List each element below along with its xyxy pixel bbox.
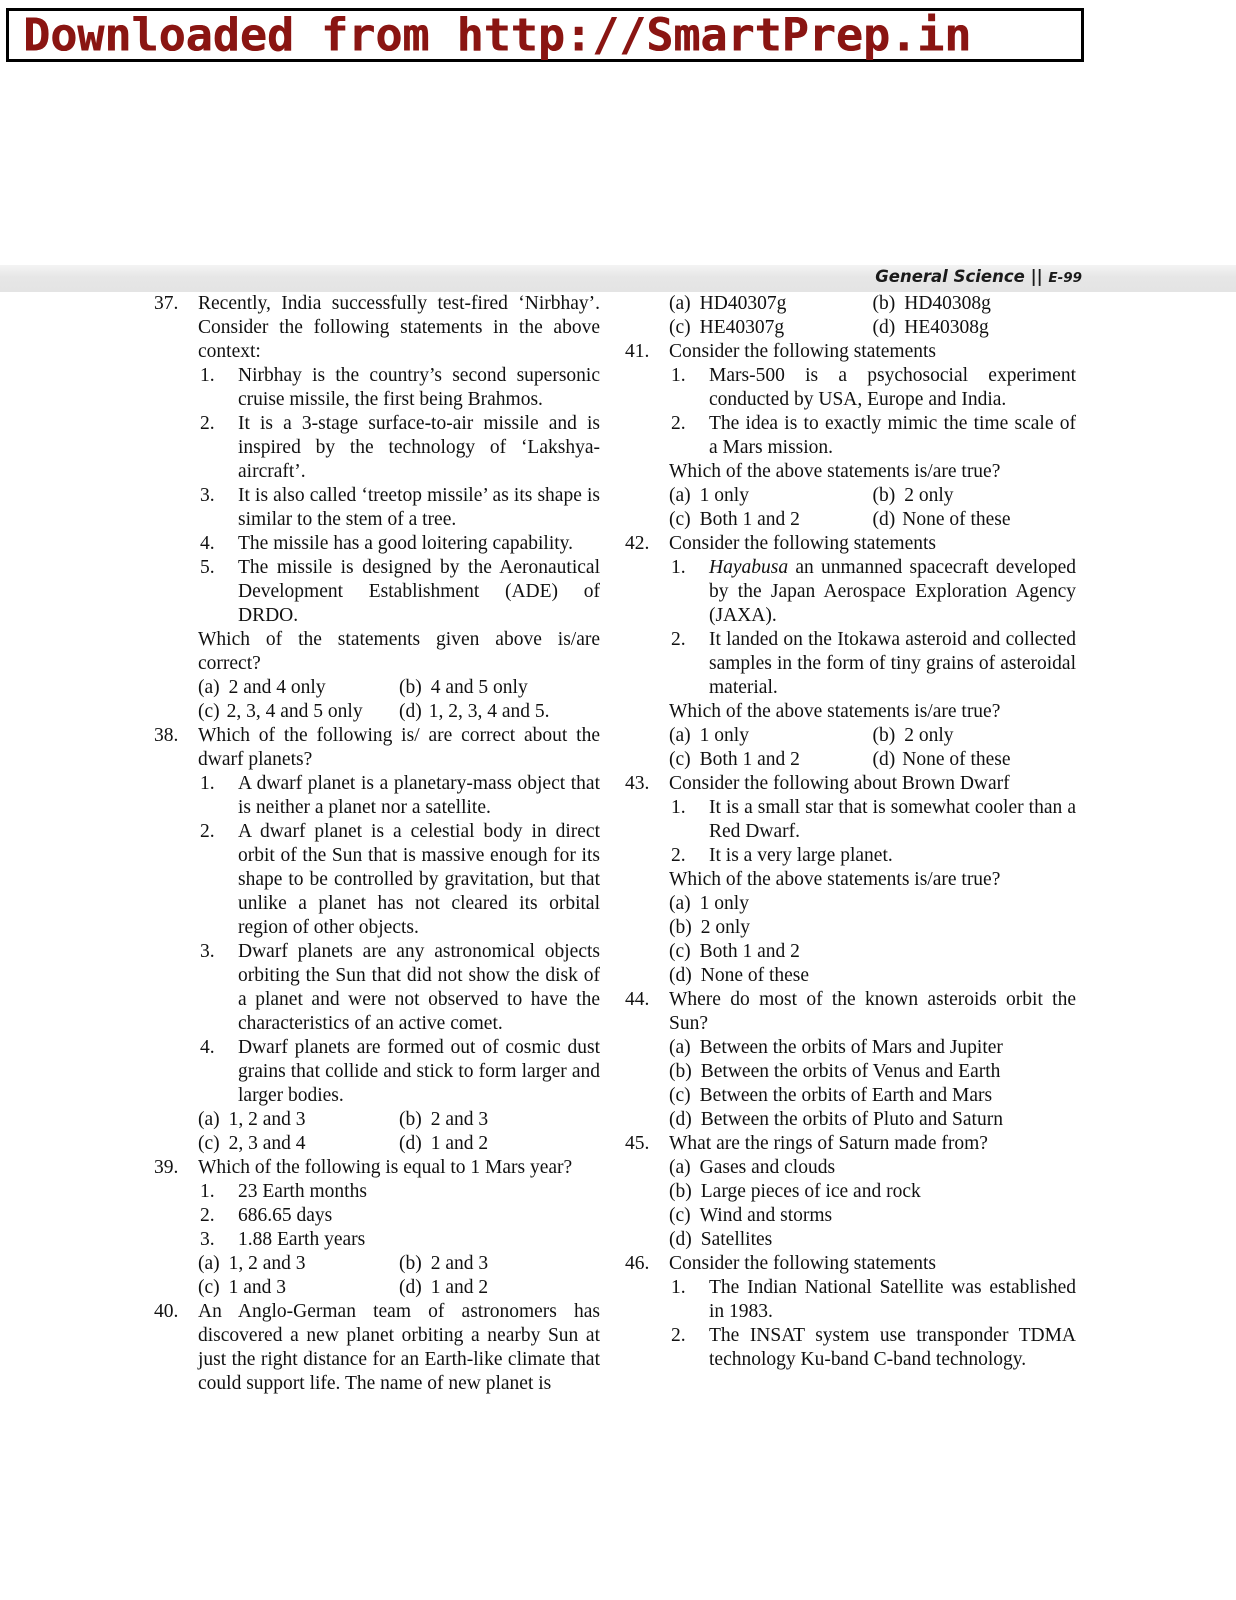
option-label: (d)	[669, 1229, 692, 1250]
statement-number: 1.	[200, 1181, 215, 1202]
question-block	[152, 1300, 600, 1396]
right-column	[618, 292, 1236, 1396]
statement-text: Mars-500 is a psychosocial experiment conducted by USA, Europe and India.	[709, 365, 1076, 410]
question-lead-out: Which of the above statements is/are true?	[669, 461, 1001, 482]
question-lead-out: Which of the above statements is/are true?	[669, 869, 1001, 890]
option-item[interactable]	[669, 724, 873, 748]
statement-text: Dwarf planets are formed out of cosmic dust grains that collide and stick to form larger and larger bodies.	[238, 1037, 600, 1106]
option-item[interactable]	[198, 1252, 399, 1276]
option-item[interactable]	[669, 1156, 1076, 1180]
question-body	[198, 292, 600, 724]
question-body	[669, 292, 1076, 340]
question-body	[669, 340, 1076, 532]
statement-number: 2.	[671, 629, 686, 650]
statement-item	[198, 412, 600, 484]
option-list	[669, 1156, 1076, 1252]
statement-text: It is also called ‘treetop missile’ as its shape is similar to the stem of a tree.	[238, 485, 600, 530]
option-item[interactable]	[399, 676, 600, 700]
statement-number: 3.	[200, 1229, 215, 1250]
option-label: (b)	[872, 725, 896, 746]
question-block	[152, 292, 600, 724]
statement-item	[198, 484, 600, 532]
statement-text: It is a 3-stage surface-to-air missile and is inspired by the technology of ‘Lakshya-aircraft’.	[238, 413, 600, 482]
option-label: (d)	[399, 1277, 422, 1298]
statement-number: 1.	[671, 365, 686, 386]
option-item[interactable]	[198, 700, 399, 724]
option-text: 1 only	[699, 485, 749, 506]
statement-number: 4.	[200, 533, 215, 554]
option-text: 2 and 3	[430, 1109, 489, 1130]
option-text: 2 only	[700, 917, 751, 938]
option-list	[198, 676, 600, 724]
question-number: 45.	[625, 1133, 650, 1154]
statement-item	[669, 412, 1076, 460]
statement-text: Nirbhay is the country’s second supersonic cruise missile, the first being Brahmos.	[238, 365, 600, 410]
statement-text: 1.88 Earth years	[238, 1229, 366, 1250]
option-text: 1 and 3	[228, 1277, 287, 1298]
statement-italic-term: Hayabusa	[709, 557, 789, 578]
statement-number: 2.	[671, 413, 686, 434]
option-item[interactable]	[669, 1036, 1076, 1060]
question-number: 41.	[625, 341, 650, 362]
option-label: (b)	[399, 677, 422, 698]
question-text: Consider the following statements	[669, 533, 937, 554]
statement-item	[669, 796, 1076, 844]
statement-item	[669, 1276, 1076, 1324]
option-text: HD40308g	[904, 293, 991, 314]
statement-item	[669, 844, 1076, 868]
statement-item	[198, 532, 600, 556]
option-label: (d)	[872, 749, 896, 770]
question-number: 43.	[625, 773, 650, 794]
question-block	[623, 1132, 1076, 1252]
option-list	[669, 892, 1076, 988]
option-label: (b)	[872, 485, 896, 506]
question-block	[623, 292, 1076, 340]
option-item[interactable]	[399, 1252, 600, 1276]
statement-number: 4.	[200, 1037, 215, 1058]
question-number: 39.	[154, 1157, 179, 1178]
statement-text: A dwarf planet is a planetary-mass object that is neither a planet nor a satellite.	[238, 773, 600, 818]
statement-item	[669, 628, 1076, 700]
option-label: (a)	[669, 485, 691, 506]
option-item[interactable]	[669, 1060, 1076, 1084]
statement-item	[198, 1228, 600, 1252]
option-text: 1, 2 and 3	[228, 1253, 306, 1274]
option-text: 2 only	[904, 725, 954, 746]
option-text: 1 only	[699, 893, 749, 914]
option-label: (c)	[198, 1277, 220, 1298]
option-text: None of these	[902, 749, 1011, 770]
option-label: (b)	[872, 293, 896, 314]
statement-number: 2.	[671, 845, 686, 866]
option-item[interactable]	[873, 316, 1077, 340]
question-block	[623, 772, 1076, 988]
question-number: 40.	[154, 1301, 179, 1322]
question-block	[152, 724, 600, 1156]
question-number: 44.	[625, 989, 650, 1010]
statement-item	[669, 364, 1076, 412]
option-text: HE40307g	[699, 317, 785, 338]
option-list	[198, 1108, 600, 1156]
option-text: Wind and storms	[699, 1205, 833, 1226]
option-item[interactable]	[669, 964, 1076, 988]
option-label: (a)	[669, 725, 691, 746]
statement-item	[669, 556, 1076, 628]
option-label: (b)	[399, 1253, 422, 1274]
question-number: 37.	[154, 293, 179, 314]
statement-text: It is a very large planet.	[709, 845, 893, 866]
option-label: (a)	[669, 293, 691, 314]
option-item[interactable]	[669, 916, 1076, 940]
option-item[interactable]	[669, 484, 873, 508]
header-separator: ||	[1030, 267, 1043, 286]
statement-number: 2.	[671, 1325, 686, 1346]
question-text: Consider the following about Brown Dwarf	[669, 773, 1010, 794]
statement-item	[198, 820, 600, 940]
option-item[interactable]	[873, 508, 1077, 532]
option-label: (a)	[198, 677, 220, 698]
option-text: Gases and clouds	[699, 1157, 836, 1178]
option-text: Both 1 and 2	[699, 509, 800, 530]
option-label: (d)	[872, 317, 896, 338]
question-lead-out: Which of the statements given above is/are correct?	[198, 629, 600, 674]
option-label: (c)	[669, 1205, 691, 1226]
question-block	[623, 340, 1076, 532]
option-text: HD40307g	[699, 293, 787, 314]
statement-number: 2.	[200, 413, 215, 434]
option-text: 1 and 2	[430, 1133, 489, 1154]
question-text: What are the rings of Saturn made from?	[669, 1133, 988, 1154]
option-text: 2 and 4 only	[228, 677, 326, 698]
option-label: (b)	[399, 1109, 422, 1130]
page-header-title	[875, 267, 1082, 286]
option-text: 1, 2 and 3	[228, 1109, 306, 1130]
statement-number: 1.	[671, 557, 686, 578]
statement-item	[669, 1324, 1076, 1372]
option-item[interactable]	[669, 508, 873, 532]
question-block	[623, 988, 1076, 1132]
option-list	[669, 484, 1076, 532]
statement-text: It landed on the Itokawa asteroid and collected samples in the form of tiny grains of asteroidal material.	[709, 629, 1076, 698]
option-item[interactable]	[873, 484, 1077, 508]
statement-item	[198, 1204, 600, 1228]
statement-number: 3.	[200, 941, 215, 962]
statement-item	[198, 940, 600, 1036]
option-label: (a)	[669, 1037, 691, 1058]
statement-text: The Indian National Satellite was established in 1983.	[709, 1277, 1076, 1322]
option-label: (c)	[669, 1085, 691, 1106]
question-body	[198, 1300, 600, 1396]
option-label: (a)	[198, 1253, 220, 1274]
question-body	[669, 532, 1076, 772]
question-text: Where do most of the known asteroids orbit the Sun?	[669, 989, 1076, 1034]
option-label: (c)	[198, 701, 220, 722]
option-list	[198, 1252, 600, 1300]
option-text: 2 and 3	[430, 1253, 489, 1274]
option-text: Between the orbits of Pluto and Saturn	[700, 1109, 1003, 1130]
option-label: (b)	[669, 917, 692, 938]
option-item[interactable]	[669, 1228, 1076, 1252]
option-label: (c)	[669, 941, 691, 962]
statement-text: The INSAT system use transponder TDMA technology Ku-band C-band technology.	[709, 1325, 1076, 1370]
option-text: None of these	[902, 509, 1011, 530]
option-item[interactable]	[198, 1276, 399, 1300]
option-list	[669, 292, 1076, 340]
header-subject: General Science	[875, 267, 1025, 286]
question-number: 46.	[625, 1253, 650, 1274]
option-list	[669, 724, 1076, 772]
watermark-text: Downloaded from http://SmartPrep.in	[23, 8, 972, 62]
option-label: (b)	[669, 1061, 692, 1082]
statement-item	[198, 364, 600, 412]
statement-rest: an unmanned spacecraft developed by the Japan Aerospace Exploration Agency (JAXA).	[709, 557, 1076, 626]
option-text: Between the orbits of Mars and Jupiter	[699, 1037, 1003, 1058]
option-item[interactable]	[873, 292, 1077, 316]
question-block	[623, 532, 1076, 772]
option-item[interactable]	[669, 940, 1076, 964]
option-item[interactable]	[198, 1108, 399, 1132]
statement-item	[198, 556, 600, 628]
watermark-banner	[6, 8, 1084, 62]
question-text: Consider the following statements	[669, 341, 937, 362]
question-body	[198, 1156, 600, 1300]
option-list	[669, 1036, 1076, 1132]
option-text: Both 1 and 2	[699, 941, 800, 962]
statement-number: 1.	[200, 773, 215, 794]
option-item[interactable]	[198, 676, 399, 700]
left-column	[0, 292, 618, 1396]
question-text: Consider the following statements	[669, 1253, 937, 1274]
question-text: An Anglo-German team of astronomers has discovered a new planet orbiting a nearby Sun at just the right distance for an Earth-like climate that could support life. The name of new planet is	[198, 1301, 600, 1394]
option-item[interactable]	[669, 1108, 1076, 1132]
question-lead-out: Which of the above statements is/are true?	[669, 701, 1001, 722]
question-text: Which of the following is equal to 1 Mars year?	[198, 1157, 573, 1178]
option-label: (c)	[198, 1133, 220, 1154]
body-columns	[0, 292, 1236, 1396]
option-text: 1 only	[699, 725, 749, 746]
option-item[interactable]	[399, 1276, 600, 1300]
question-text: Which of the following is/ are correct about the dwarf planets?	[198, 725, 600, 770]
option-text: Between the orbits of Venus and Earth	[700, 1061, 1001, 1082]
option-label: (c)	[669, 509, 691, 530]
question-text: Recently, India successfully test-fired ‘Nirbhay’. Consider the following statements in the above context:	[198, 293, 600, 362]
option-item[interactable]	[669, 292, 873, 316]
option-text: Between the orbits of Earth and Mars	[699, 1085, 993, 1106]
header-code: E-99	[1048, 270, 1082, 286]
option-label: (d)	[669, 965, 692, 986]
statement-number: 2.	[200, 1205, 215, 1226]
option-item[interactable]	[399, 1108, 600, 1132]
question-number: 38.	[154, 725, 179, 746]
option-label: (c)	[669, 749, 691, 770]
option-label: (d)	[399, 701, 422, 722]
statement-text: The missile is designed by the Aeronautical Development Establishment (ADE) of DRDO.	[238, 557, 600, 626]
statement-number: 1.	[671, 1277, 686, 1298]
statement-item	[198, 772, 600, 820]
statement-text: It is a small star that is somewhat cooler than a Red Dwarf.	[709, 797, 1076, 842]
option-text: HE40308g	[904, 317, 989, 338]
statement-number: 2.	[200, 821, 215, 842]
option-item[interactable]	[669, 748, 873, 772]
option-item[interactable]	[669, 1084, 1076, 1108]
statement-number: 5.	[200, 557, 215, 578]
question-body	[669, 772, 1076, 988]
option-item[interactable]	[669, 892, 1076, 916]
option-item[interactable]	[669, 1180, 1076, 1204]
statement-item	[198, 1036, 600, 1108]
option-item[interactable]	[669, 1204, 1076, 1228]
statement-text: A dwarf planet is a celestial body in direct orbit of the Sun that is massive enough for its shape to be controlled by gravitation, but that unlike a planet has not cleared its orbital region of other objects.	[238, 821, 600, 938]
statement-text	[709, 556, 1076, 628]
option-text: None of these	[700, 965, 810, 986]
option-text: Both 1 and 2	[699, 749, 800, 770]
option-label: (d)	[669, 1109, 692, 1130]
option-text: Satellites	[700, 1229, 773, 1250]
question-body	[198, 724, 600, 1156]
question-body	[669, 1252, 1076, 1372]
statement-text: The idea is to exactly mimic the time scale of a Mars mission.	[709, 413, 1076, 458]
question-number: 42.	[625, 533, 650, 554]
question-block	[152, 1156, 600, 1300]
option-text: 4 and 5 only	[430, 677, 528, 698]
option-item[interactable]	[399, 700, 600, 724]
option-item[interactable]	[873, 724, 1077, 748]
question-body	[669, 1132, 1076, 1252]
option-item[interactable]	[669, 316, 873, 340]
option-text: 1, 2, 3, 4 and 5.	[428, 701, 550, 722]
option-text: 1 and 2	[430, 1277, 489, 1298]
statement-text: 23 Earth months	[238, 1181, 367, 1202]
option-item[interactable]	[399, 1132, 600, 1156]
question-block	[623, 1252, 1076, 1372]
option-text: 2, 3 and 4	[228, 1133, 306, 1154]
question-body	[669, 988, 1076, 1132]
option-item[interactable]	[198, 1132, 399, 1156]
statement-number: 1.	[200, 365, 215, 386]
statement-number: 3.	[200, 485, 215, 506]
option-label: (a)	[198, 1109, 220, 1130]
option-text: Large pieces of ice and rock	[700, 1181, 921, 1202]
option-item[interactable]	[873, 748, 1077, 772]
option-label: (d)	[399, 1133, 422, 1154]
option-label: (a)	[669, 1157, 691, 1178]
statement-text: The missile has a good loitering capability.	[238, 533, 574, 554]
option-text: 2 only	[904, 485, 954, 506]
option-label: (a)	[669, 893, 691, 914]
option-label: (b)	[669, 1181, 692, 1202]
option-label: (d)	[872, 509, 896, 530]
statement-number: 1.	[671, 797, 686, 818]
option-label: (c)	[669, 317, 691, 338]
statement-item	[198, 1180, 600, 1204]
statement-text: Dwarf planets are any astronomical objects orbiting the Sun that did not show the disk of a planet and were not observed to have the characteristics of an active comet.	[238, 941, 600, 1034]
option-text: 2, 3, 4 and 5 only	[226, 701, 363, 722]
statement-text: 686.65 days	[238, 1205, 333, 1226]
